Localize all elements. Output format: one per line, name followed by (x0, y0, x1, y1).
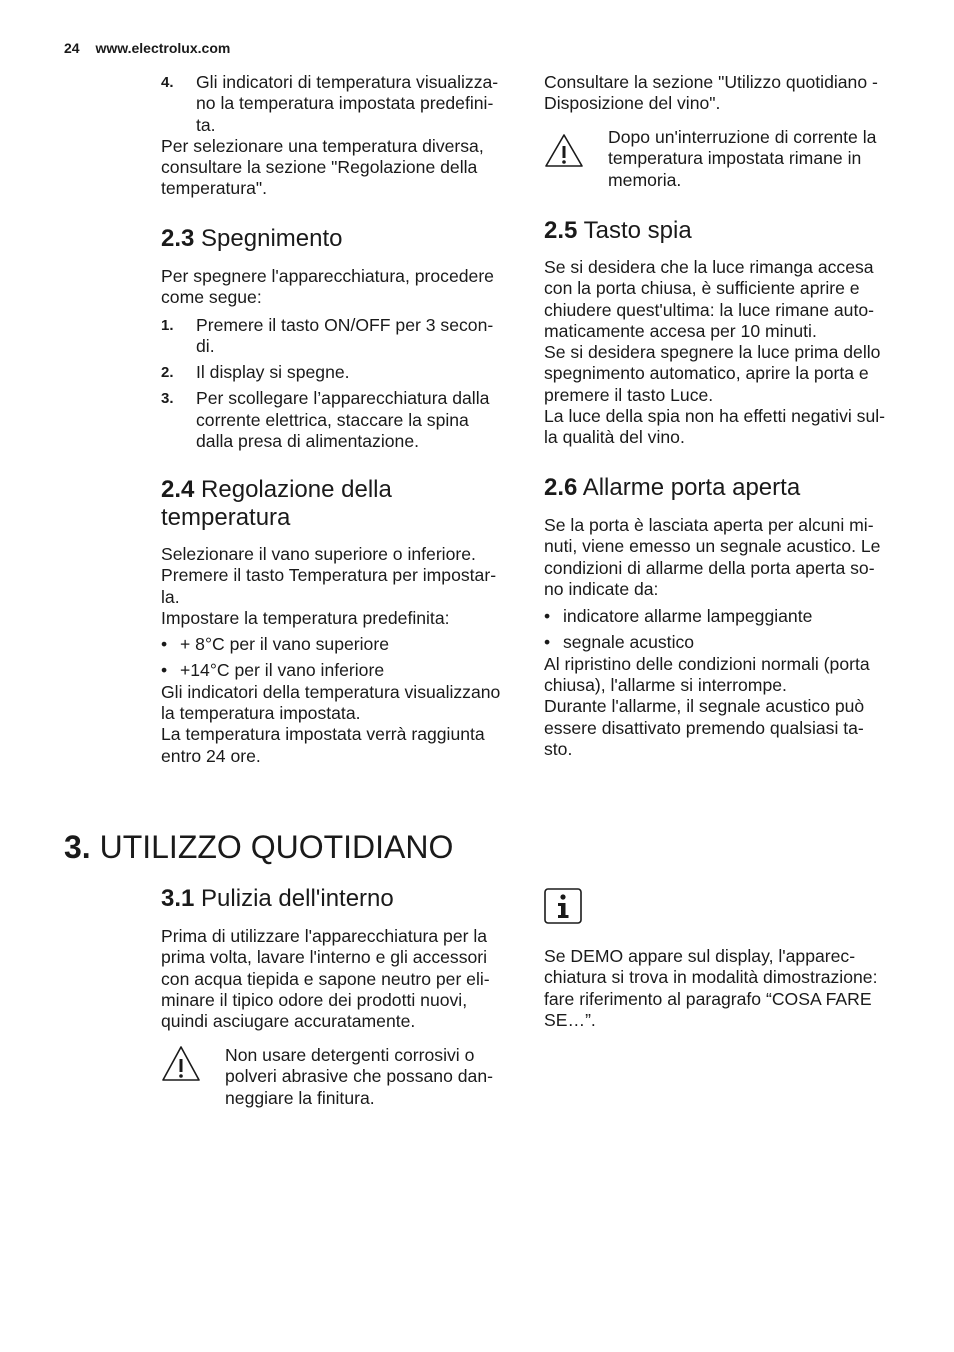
info-note (544, 946, 896, 1031)
warning-triangle-icon (544, 133, 584, 174)
paragraph: Prima di utilizzare l'apparecchiatura per la prima volta, lavare l'interno e gli accessori con acqua tiepida e sapone neutro per eli-minare il tipico odore dei prodotti nuovi, quindi asciugare accuratamente. (161, 926, 490, 1032)
paragraph: Per spegnere l'apparecchiatura, procedere come segue: (161, 266, 494, 308)
bullet-text: +14°C per il vano inferiore (180, 660, 385, 681)
paragraph: Consultare la sezione "Utilizzo quotidiano - Disposizione del vino". (544, 72, 878, 114)
section-heading-3-1 (161, 885, 511, 913)
section-2-4-body (161, 544, 511, 767)
section-2-3-body (161, 266, 511, 457)
list-item (161, 388, 511, 452)
paragraph: La luce della spia non ha effetti negativi sul-la qualità del vino. (544, 406, 886, 448)
paragraph: Per selezionare una temperatura diversa, consultare la sezione "Regolazione della temperatura". (161, 135, 484, 199)
bullet-mark: • (544, 606, 551, 627)
paragraph: Se la porta è lasciata aperta per alcuni mi-nuti, viene emesso un segnale acustico. Le condizioni di allarme della porta aperta so-no indicate da: (544, 515, 881, 599)
left-top-block (161, 72, 511, 200)
section-3-1-body (161, 926, 511, 1032)
warning-note (161, 1045, 511, 1109)
section-heading-2-6 (544, 474, 896, 502)
chapter-number: 3. (64, 829, 91, 865)
page-header (64, 38, 230, 59)
step-list (161, 72, 511, 136)
section-title: Allarme porta aperta (582, 474, 801, 501)
bullet-list (544, 606, 896, 654)
section-number: 2.5 (544, 217, 578, 244)
section-heading-2-5 (544, 217, 896, 245)
paragraph: Se si desidera che la luce rimanga accesa con la porta chiusa, è sufficiente aprire e chiudere quest'ultima: la luce rimane auto-maticamente accesa per 10 minuti. (544, 257, 874, 341)
step-list (161, 315, 511, 453)
list-item (161, 634, 511, 655)
paragraph: Selezionare il vano superiore o inferiore. (161, 544, 476, 564)
list-item (161, 315, 511, 358)
paragraph: Durante l'allarme, il segnale acustico può essere disattivato premendo qualsiasi ta-sto. (544, 696, 865, 759)
info-icon (544, 888, 582, 929)
bullet-mark: • (161, 660, 168, 681)
page-number: 24 (64, 40, 80, 56)
list-item (161, 362, 511, 383)
section-title: Spegnimento (201, 225, 343, 252)
section-number: 3.1 (161, 885, 195, 912)
bullet-mark: • (544, 632, 551, 653)
paragraph: Impostare la temperatura predefinita: (161, 607, 450, 628)
section-title: Tasto spia (583, 217, 692, 244)
section-heading-2-3 (161, 225, 511, 253)
step-number: 4. (161, 74, 174, 91)
list-item (544, 632, 896, 653)
section-heading-2-4 (161, 476, 511, 532)
paragraph: Premere il tasto Temperatura per impostar-la. (161, 565, 497, 607)
bullet-text: segnale acustico (563, 632, 695, 653)
chapter-title: UTILIZZO QUOTIDIANO (99, 829, 454, 865)
section-number: 2.4 (161, 476, 195, 503)
warning-text: Dopo un'interruzione di corrente la temperatura impostata rimane in memoria. (608, 127, 877, 190)
step-text: Gli indicatori di temperatura visualizza-no la temperatura impostata predefini-ta. (196, 72, 499, 135)
list-item (544, 606, 896, 627)
step-text: Il display si spegne. (196, 362, 350, 383)
section-title-continued: temperatura (161, 504, 291, 531)
website-link[interactable]: www.electrolux.com (95, 40, 231, 56)
bullet-list (161, 634, 511, 682)
warning-triangle-icon (161, 1045, 201, 1088)
chapter-heading (64, 829, 453, 865)
section-title: Regolazione della (201, 476, 392, 503)
step-number: 2. (161, 364, 174, 382)
step-text: Premere il tasto ON/OFF per 3 secon-di. (196, 314, 494, 356)
section-number: 2.3 (161, 225, 195, 252)
paragraph: Al ripristino delle condizioni normali (porta chiusa), l'allarme si interrompe. (544, 653, 870, 696)
section-2-5-body (544, 257, 896, 449)
section-number: 2.6 (544, 474, 578, 501)
section-2-6-body (544, 515, 896, 760)
list-item (161, 660, 511, 681)
bullet-mark: • (161, 634, 168, 655)
right-top-block (544, 72, 896, 115)
step-number: 3. (161, 390, 174, 408)
paragraph: Se si desidera spegnere la luce prima dello spegnimento automatico, aprire la porta e premere il tasto Luce. (544, 342, 881, 405)
step-number: 1. (161, 316, 174, 334)
paragraph: La temperatura impostata verrà raggiunta entro 24 ore. (161, 724, 485, 766)
warning-note (544, 127, 896, 191)
list-item (161, 72, 511, 136)
info-text: Se DEMO appare sul display, l'apparec-chiatura si trova in modalità dimostrazione: fare riferimento al paragrafo “COSA FARE SE…”. (544, 946, 878, 1030)
warning-text: Non usare detergenti corrosivi o polveri abrasive che possano dan-neggiare la finitura. (225, 1045, 493, 1108)
step-text: Per scollegare l’apparecchiatura dalla corrente elettrica, staccare la spina dalla presa di alimentazione. (196, 388, 490, 452)
paragraph: Gli indicatori della temperatura visualizzano la temperatura impostata. (161, 681, 501, 724)
bullet-text: + 8°C per il vano superiore (180, 634, 389, 655)
section-title: Pulizia dell'interno (201, 885, 394, 912)
bullet-text: indicatore allarme lampeggiante (563, 606, 813, 627)
